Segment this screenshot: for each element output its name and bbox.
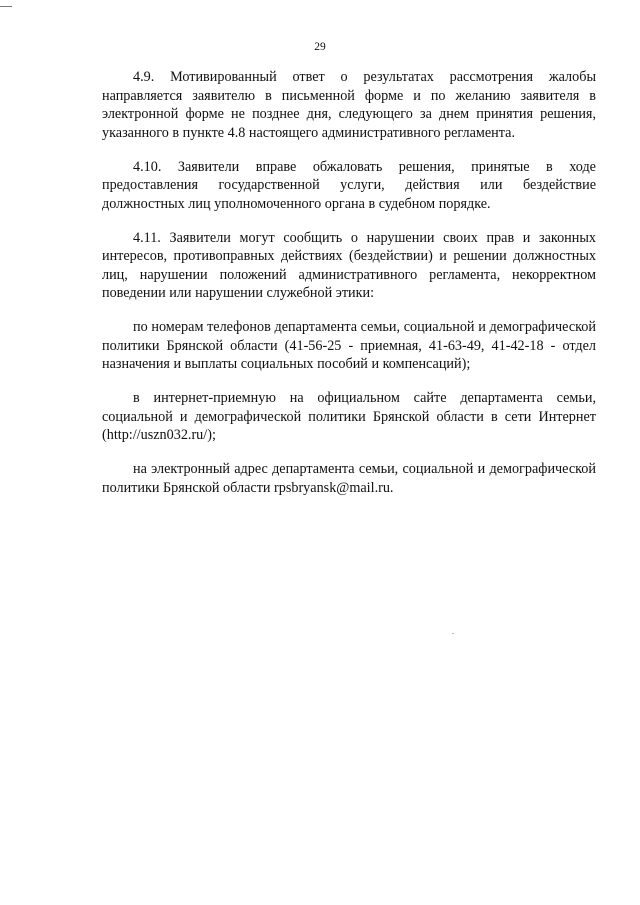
paragraph-4-10: 4.10. Заявители вправе обжаловать решения, принятые в ходе предоставления государственной услуги, действия или бездействие должностных лиц уполномоченного органа в судебном порядке. bbox=[102, 158, 596, 212]
paragraph-internet-reception: в интернет-приемную на официальном сайте департамента семьи, социальной и демографической политики Брянской области в сети Интернет (http://uszn032.ru/); bbox=[102, 390, 596, 443]
scan-speck bbox=[452, 633, 454, 634]
paragraph-phone-numbers: по номерам телефонов департамента семьи, социальной и демографической политики Брянской области (41-56-25 - приемная, 41-63-49, 41-42-18 - отдел назначения и выплаты социальных пособий и компенсаций); bbox=[102, 319, 596, 372]
paragraph-email-address: на электронный адрес департамента семьи, социальной и демографической политики Брянской области rpsbryansk@mail.ru. bbox=[102, 461, 596, 496]
scan-corner-mark bbox=[0, 6, 12, 7]
paragraph-4-9: 4.9. Мотивированный ответ о результатах рассмотрения жалобы направляется заявителю в письменной форме и по желанию заявителя в электронной форме не позднее дня, следующего за днем принятия решения, указанного в пункте 4.8 настоящего административного регламента. bbox=[102, 69, 596, 141]
page-number: 29 bbox=[314, 41, 326, 53]
paragraph-4-11: 4.11. Заявители могут сообщить о нарушении своих прав и законных интересов, противоправных действиях (бездействии) и решении должностных лиц, нарушении положений административного регламента, некорректном поведении или нарушении служебной этики: bbox=[102, 229, 596, 301]
document-body bbox=[102, 68, 596, 513]
